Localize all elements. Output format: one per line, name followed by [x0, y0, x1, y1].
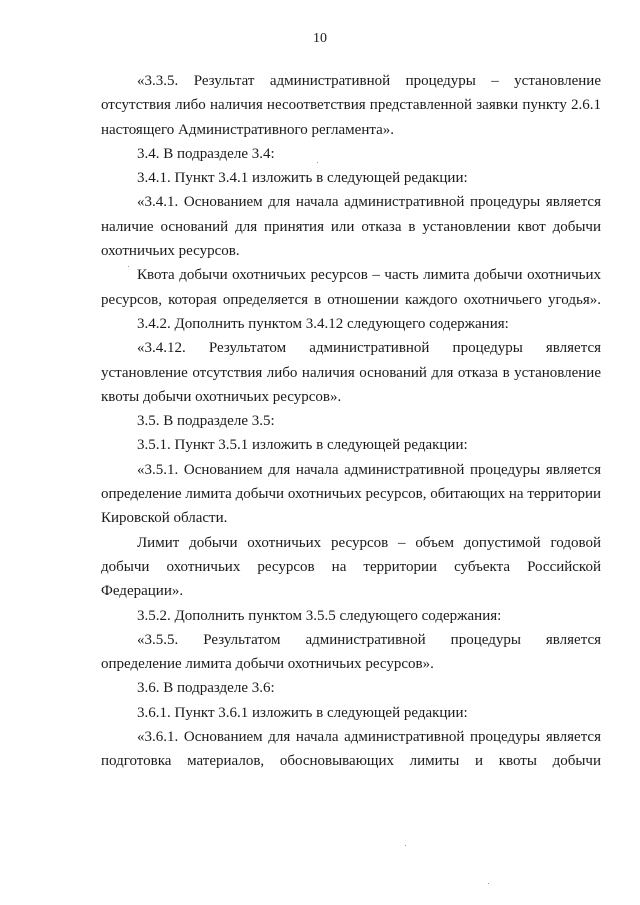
- text-line: подготовка материалов, обосновывающих лимиты и квоты добычи: [101, 753, 601, 770]
- text-line: определение лимита добычи охотничьих ресурсов».: [101, 656, 434, 673]
- text-line: Федерации».: [101, 583, 184, 600]
- text-line: «3.4.12. Результатом административной процедуры является: [137, 340, 601, 357]
- text-line: 3.4.1. Пункт 3.4.1 изложить в следующей редакции:: [137, 170, 468, 187]
- scan-speck: [128, 266, 129, 267]
- text-line: ресурсов, которая определяется в отношении каждого охотничьего угодья».: [101, 291, 601, 308]
- text-line: Квота добычи охотничьих ресурсов – часть лимита добычи охотничьих: [137, 267, 601, 284]
- text-line: 3.6.1. Пункт 3.6.1 изложить в следующей редакции:: [137, 704, 468, 721]
- text-line: 3.6. В подразделе 3.6:: [137, 680, 275, 697]
- scan-speck: [405, 845, 406, 846]
- text-line: охотничьих ресурсов.: [101, 243, 240, 260]
- text-line: «3.5.1. Основанием для начала административной процедуры является: [137, 461, 601, 478]
- text-line: 3.4. В подразделе 3.4:: [137, 145, 275, 162]
- text-line: Лимит добычи охотничьих ресурсов – объем допустимой годовой: [137, 534, 601, 551]
- text-line: «3.6.1. Основанием для начала административной процедуры является: [137, 729, 601, 746]
- page-number: 10: [313, 31, 327, 46]
- text-line: «3.3.5. Результат административной процедуры – установление: [137, 73, 601, 89]
- text-line: 3.5.1. Пункт 3.5.1 изложить в следующей редакции:: [137, 437, 468, 454]
- text-line: «3.5.5. Результатом административной процедуры является: [137, 631, 601, 648]
- text-line: «3.4.1. Основанием для начала административной процедуры является: [137, 194, 601, 211]
- document-body: [101, 69, 601, 774]
- scan-speck: [317, 162, 318, 163]
- text-line: Кировской области.: [101, 510, 228, 527]
- text-line: добычи охотничьих ресурсов на территории субъекта Российской: [101, 558, 601, 575]
- text-line: 3.5. В подразделе 3.5:: [137, 413, 275, 430]
- text-line: настоящего Административного регламента».: [101, 121, 394, 138]
- scan-speck: [488, 883, 489, 884]
- text-line: наличие оснований для принятия или отказа в установлении квот добычи: [101, 218, 601, 235]
- text-line: определение лимита добычи охотничьих ресурсов, обитающих на территории: [101, 486, 601, 503]
- text-line: 3.4.2. Дополнить пунктом 3.4.12 следующего содержания:: [137, 315, 509, 332]
- text-line: 3.5.2. Дополнить пунктом 3.5.5 следующего содержания:: [137, 607, 502, 624]
- text-line: установление отсутствия либо наличия оснований для отказа в установление: [101, 364, 601, 381]
- text-line: квоты добычи охотничьих ресурсов».: [101, 388, 342, 405]
- text-line: отсутствия либо наличия несоответствия представленной заявки пункту 2.6.1: [101, 97, 601, 114]
